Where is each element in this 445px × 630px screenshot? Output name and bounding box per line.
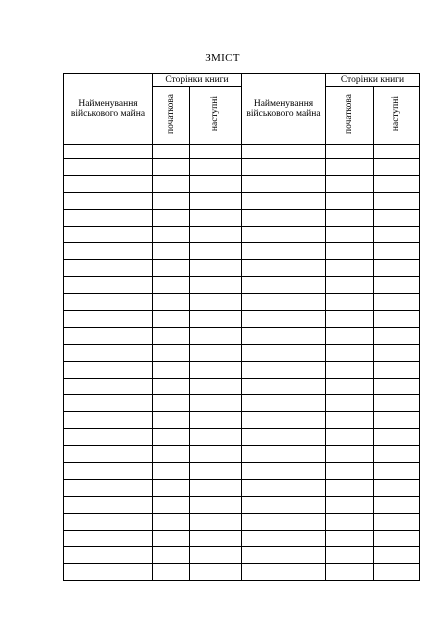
table-cell[interactable] <box>153 395 190 412</box>
table-cell[interactable] <box>190 395 242 412</box>
table-cell[interactable] <box>374 344 420 361</box>
table-cell[interactable] <box>374 412 420 429</box>
table-row <box>64 260 420 277</box>
table-cell[interactable] <box>374 429 420 446</box>
table-cell[interactable] <box>326 547 374 564</box>
table-cell[interactable] <box>190 446 242 463</box>
table-cell[interactable] <box>242 159 326 176</box>
table-cell[interactable] <box>242 412 326 429</box>
pages-group-header-left: Сторінки книги <box>153 74 242 87</box>
table-cell[interactable] <box>326 344 374 361</box>
table-cell[interactable] <box>64 145 153 159</box>
table-cell[interactable] <box>242 361 326 378</box>
table-cell[interactable] <box>374 547 420 564</box>
table-cell[interactable] <box>326 530 374 547</box>
table-cell[interactable] <box>242 209 326 226</box>
table-cell[interactable] <box>326 361 374 378</box>
table-row <box>64 479 420 496</box>
table-cell[interactable] <box>153 311 190 328</box>
table-cell[interactable] <box>153 547 190 564</box>
table-cell[interactable] <box>153 496 190 513</box>
table-cell[interactable] <box>326 429 374 446</box>
table-cell[interactable] <box>242 294 326 311</box>
next-pages-header-left <box>190 87 242 145</box>
table-cell[interactable] <box>374 361 420 378</box>
table-row <box>64 159 420 176</box>
table-cell[interactable] <box>242 260 326 277</box>
table-cell[interactable] <box>374 226 420 243</box>
table-cell[interactable] <box>64 243 153 260</box>
table-cell[interactable] <box>374 496 420 513</box>
table-cell[interactable] <box>242 564 326 581</box>
table-cell[interactable] <box>326 446 374 463</box>
table-body <box>64 145 420 581</box>
table-row <box>64 277 420 294</box>
table-cell[interactable] <box>326 159 374 176</box>
table-cell[interactable] <box>326 260 374 277</box>
table-cell[interactable] <box>326 277 374 294</box>
table-cell[interactable] <box>326 192 374 209</box>
table-cell[interactable] <box>64 175 153 192</box>
table-cell[interactable] <box>242 496 326 513</box>
table-cell[interactable] <box>153 260 190 277</box>
table-cell[interactable] <box>190 192 242 209</box>
table-cell[interactable] <box>242 311 326 328</box>
table-cell[interactable] <box>64 378 153 395</box>
table-cell[interactable] <box>153 361 190 378</box>
start-page-label: початкова <box>344 93 355 134</box>
page-title: ЗМІСТ <box>205 52 240 64</box>
table-cell[interactable] <box>153 226 190 243</box>
table-row <box>64 209 420 226</box>
table-row <box>64 226 420 243</box>
table-cell[interactable] <box>64 429 153 446</box>
table-cell[interactable] <box>326 378 374 395</box>
table-row <box>64 327 420 344</box>
table-cell[interactable] <box>64 547 153 564</box>
table-row <box>64 378 420 395</box>
table-row <box>64 463 420 480</box>
table-cell[interactable] <box>64 479 153 496</box>
table-cell[interactable] <box>153 175 190 192</box>
table-cell[interactable] <box>64 294 153 311</box>
table-cell[interactable] <box>153 243 190 260</box>
table-cell[interactable] <box>64 277 153 294</box>
name-header-left: Найменування військового майна <box>64 74 153 145</box>
table-cell[interactable] <box>326 311 374 328</box>
table-cell[interactable] <box>326 564 374 581</box>
table-cell[interactable] <box>374 209 420 226</box>
table-row <box>64 243 420 260</box>
table-cell[interactable] <box>374 294 420 311</box>
table-cell[interactable] <box>64 327 153 344</box>
table-cell[interactable] <box>326 513 374 530</box>
table-cell[interactable] <box>153 192 190 209</box>
table-cell[interactable] <box>242 243 326 260</box>
table-cell[interactable] <box>374 277 420 294</box>
table-row <box>64 429 420 446</box>
table-cell[interactable] <box>374 175 420 192</box>
table-cell[interactable] <box>374 192 420 209</box>
table-cell[interactable] <box>242 395 326 412</box>
table-cell[interactable] <box>374 446 420 463</box>
table-row <box>64 192 420 209</box>
table-row <box>64 496 420 513</box>
next-pages-header-right <box>374 87 420 145</box>
table-row <box>64 344 420 361</box>
table-cell[interactable] <box>153 446 190 463</box>
table-cell[interactable] <box>374 145 420 159</box>
table-row <box>64 412 420 429</box>
next-pages-label: наступні <box>391 96 402 132</box>
table-cell[interactable] <box>374 159 420 176</box>
table-row <box>64 530 420 547</box>
start-page-header-left <box>153 87 190 145</box>
table-cell[interactable] <box>242 226 326 243</box>
start-page-header-right <box>326 87 374 145</box>
table-cell[interactable] <box>190 159 242 176</box>
table-cell[interactable] <box>242 175 326 192</box>
table-cell[interactable] <box>190 175 242 192</box>
table-cell[interactable] <box>242 513 326 530</box>
table-cell[interactable] <box>190 294 242 311</box>
table-cell[interactable] <box>374 378 420 395</box>
table-cell[interactable] <box>153 378 190 395</box>
table-cell[interactable] <box>242 378 326 395</box>
table-cell[interactable] <box>242 344 326 361</box>
table-cell[interactable] <box>190 277 242 294</box>
table-cell[interactable] <box>326 412 374 429</box>
table-cell[interactable] <box>326 327 374 344</box>
table-cell[interactable] <box>374 260 420 277</box>
table-cell[interactable] <box>374 530 420 547</box>
table-cell[interactable] <box>190 378 242 395</box>
table-row <box>64 446 420 463</box>
table-cell[interactable] <box>153 412 190 429</box>
table-cell[interactable] <box>153 327 190 344</box>
table-row <box>64 547 420 564</box>
table-cell[interactable] <box>190 145 242 159</box>
table-row <box>64 145 420 159</box>
table-cell[interactable] <box>190 311 242 328</box>
table-cell[interactable] <box>326 243 374 260</box>
table-cell[interactable] <box>190 564 242 581</box>
table-cell[interactable] <box>242 530 326 547</box>
table-cell[interactable] <box>190 412 242 429</box>
table-cell[interactable] <box>374 513 420 530</box>
table-cell[interactable] <box>64 260 153 277</box>
table-cell[interactable] <box>153 209 190 226</box>
table-cell[interactable] <box>190 327 242 344</box>
table-cell[interactable] <box>64 344 153 361</box>
table-row <box>64 175 420 192</box>
table-cell[interactable] <box>153 530 190 547</box>
table-cell[interactable] <box>64 209 153 226</box>
table-cell[interactable] <box>374 311 420 328</box>
table-cell[interactable] <box>153 294 190 311</box>
table-row <box>64 564 420 581</box>
table-cell[interactable] <box>326 145 374 159</box>
table-cell[interactable] <box>153 429 190 446</box>
next-pages-label: наступні <box>210 96 221 132</box>
table-cell[interactable] <box>190 361 242 378</box>
table-cell[interactable] <box>242 479 326 496</box>
table-cell[interactable] <box>374 395 420 412</box>
contents-table <box>63 73 420 581</box>
table-cell[interactable] <box>64 496 153 513</box>
table-cell[interactable] <box>326 294 374 311</box>
table-cell[interactable] <box>190 513 242 530</box>
table-cell[interactable] <box>326 496 374 513</box>
table-cell[interactable] <box>190 260 242 277</box>
table-cell[interactable] <box>242 446 326 463</box>
table-cell[interactable] <box>153 159 190 176</box>
table-cell[interactable] <box>190 344 242 361</box>
table-cell[interactable] <box>64 311 153 328</box>
table-row <box>64 361 420 378</box>
table-cell[interactable] <box>190 479 242 496</box>
table-cell[interactable] <box>242 547 326 564</box>
table-row <box>64 395 420 412</box>
table-cell[interactable] <box>326 479 374 496</box>
table-cell[interactable] <box>153 479 190 496</box>
table-cell[interactable] <box>153 564 190 581</box>
table-cell[interactable] <box>153 344 190 361</box>
table-cell[interactable] <box>326 395 374 412</box>
table-cell[interactable] <box>190 243 242 260</box>
table-cell[interactable] <box>64 361 153 378</box>
table-cell[interactable] <box>64 463 153 480</box>
table-cell[interactable] <box>153 277 190 294</box>
table-cell[interactable] <box>153 513 190 530</box>
table-cell[interactable] <box>64 395 153 412</box>
table-cell[interactable] <box>190 209 242 226</box>
table-cell[interactable] <box>190 547 242 564</box>
name-header-right: Найменування військового майна <box>242 74 326 145</box>
table-cell[interactable] <box>242 145 326 159</box>
table-cell[interactable] <box>374 243 420 260</box>
table-cell[interactable] <box>326 175 374 192</box>
table-cell[interactable] <box>64 159 153 176</box>
table-cell[interactable] <box>190 496 242 513</box>
table-cell[interactable] <box>64 192 153 209</box>
table-cell[interactable] <box>326 463 374 480</box>
table-cell[interactable] <box>190 429 242 446</box>
table-cell[interactable] <box>64 226 153 243</box>
table-cell[interactable] <box>64 530 153 547</box>
table-cell[interactable] <box>242 277 326 294</box>
pages-group-header-right: Сторінки книги <box>326 74 420 87</box>
table-row <box>64 513 420 530</box>
table-cell[interactable] <box>64 412 153 429</box>
table-cell[interactable] <box>326 226 374 243</box>
table-row <box>64 311 420 328</box>
table-row <box>64 294 420 311</box>
table-cell[interactable] <box>64 513 153 530</box>
start-page-label: початкова <box>165 93 176 134</box>
table-cell[interactable] <box>242 327 326 344</box>
table-cell[interactable] <box>242 192 326 209</box>
table-cell[interactable] <box>190 530 242 547</box>
table-cell[interactable] <box>153 463 190 480</box>
table-cell[interactable] <box>190 226 242 243</box>
table-cell[interactable] <box>190 463 242 480</box>
table-cell[interactable] <box>326 209 374 226</box>
table-cell[interactable] <box>64 446 153 463</box>
table-cell[interactable] <box>374 327 420 344</box>
table-cell[interactable] <box>374 479 420 496</box>
table-cell[interactable] <box>64 564 153 581</box>
table-cell[interactable] <box>242 463 326 480</box>
table-cell[interactable] <box>374 463 420 480</box>
table-cell[interactable] <box>153 145 190 159</box>
table-cell[interactable] <box>374 564 420 581</box>
table-cell[interactable] <box>242 429 326 446</box>
